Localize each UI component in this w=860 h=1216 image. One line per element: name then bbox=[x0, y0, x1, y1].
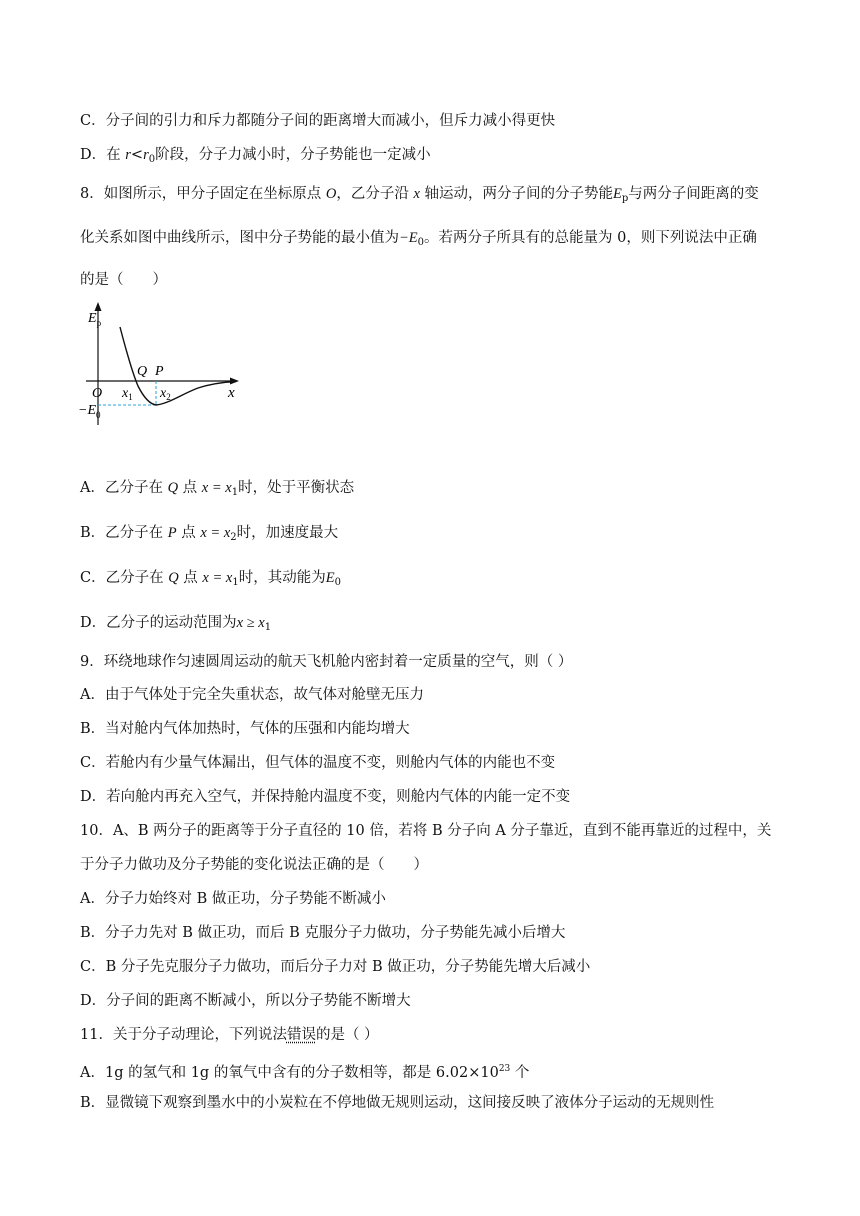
q8-option-d: D．乙分子的运动范围为$x \ge x_1$ bbox=[80, 615, 272, 633]
q9-option-b: B．当对舱内气体加热时，气体的压强和内能均增大 bbox=[80, 721, 410, 737]
q10-option-b: B．分子力先对 B 做正功，而后 B 克服分子力做功，分子势能先减小后增大 bbox=[80, 925, 566, 941]
q10-stem-line1: 10．A、B 两分子的距离等于分子直径的 10 倍，若将 B 分子向 A 分子靠近，直到不能再靠近的过程中，关 bbox=[80, 823, 772, 839]
label-x1: $x_1$ bbox=[122, 386, 133, 402]
label-x2: $x_2$ bbox=[160, 386, 171, 402]
q10-option-c: C．B 分子先克服分子力做功，而后分子力对 B 做正功，分子势能先增大后减小 bbox=[80, 959, 591, 975]
label-x-axis: x bbox=[228, 385, 235, 401]
q9-option-c: C．若舱内有少量气体漏出，但气体的温度不变，则舱内气体的内能也不变 bbox=[80, 755, 556, 771]
label-p: P bbox=[155, 364, 164, 379]
q8-stem-line2: 化关系如图中曲线所示，图中分子势能的最小值为$-E_0$。若两分子所具有的总能量为 0，则下列说法中正确 bbox=[80, 230, 757, 248]
q8-stem-line1: 8．如图所示，甲分子固定在坐标原点 O，乙分子沿 x 轴运动，两分子间的分子势能$E_p$与两分子间距离的变 bbox=[80, 186, 759, 204]
q10-option-d: D．分子间的距离不断减小，所以分子势能不断增大 bbox=[80, 993, 411, 1009]
q9-option-d: D．若向舱内再充入空气，并保持舱内温度不变，则舱内气体的内能一定不变 bbox=[80, 789, 571, 805]
label-neg-e0: $-E_0$ bbox=[78, 403, 101, 420]
y-axis-arrow bbox=[95, 302, 102, 311]
q10-option-a: A．分子力始终对 B 做正功，分子势能不断减小 bbox=[80, 891, 386, 907]
q8-option-b: B．乙分子在 P 点 $x = x_2$时，加速度最大 bbox=[80, 525, 339, 543]
q11-option-a: A．1g 的氢气和 1g 的氧气中含有的分子数相等，都是 $6.02\times 10^{23}$ 个 bbox=[80, 1064, 530, 1081]
q10-stem-line2: 于分子力做功及分子势能的变化说法正确的是（ ） bbox=[80, 857, 428, 873]
q11-stem: 11．关于分子动理论，下列说法错误的是（ ） bbox=[80, 1027, 379, 1043]
potential-energy-figure bbox=[78, 300, 253, 430]
q7-option-d: D．在 $r<r_0$阶段，分子力减小时，分子势能也一定减小 bbox=[80, 147, 431, 165]
emphasis-wrong: 错误 bbox=[286, 1027, 316, 1043]
label-origin: O bbox=[92, 386, 103, 401]
q9-option-a: A．由于气体处于完全失重状态，故气体对舱壁无压力 bbox=[80, 687, 424, 703]
q11-option-b: B．显微镜下观察到墨水中的小炭粒在不停地做无规则运动，这间接反映了液体分子运动的无规则性 bbox=[80, 1095, 715, 1111]
q8-option-a: A．乙分子在 Q 点 $x = x_1$时，处于平衡状态 bbox=[80, 480, 355, 498]
q9-stem: 9．环绕地球作匀速圆周运动的航天飞机舱内密封着一定质量的空气，则（ ） bbox=[80, 654, 573, 670]
q8-option-c: C．乙分子在 Q 点 $x = x_1$时，其动能为$E_0$ bbox=[80, 570, 341, 588]
q7-option-c: C．分子间的引力和斥力都随分子间的距离增大而减小，但斥力减小得更快 bbox=[80, 113, 556, 129]
label-q: Q bbox=[137, 364, 148, 379]
q8-stem-line3: 的是（ ） bbox=[80, 272, 167, 288]
label-ep: $E_p$ bbox=[88, 311, 102, 328]
